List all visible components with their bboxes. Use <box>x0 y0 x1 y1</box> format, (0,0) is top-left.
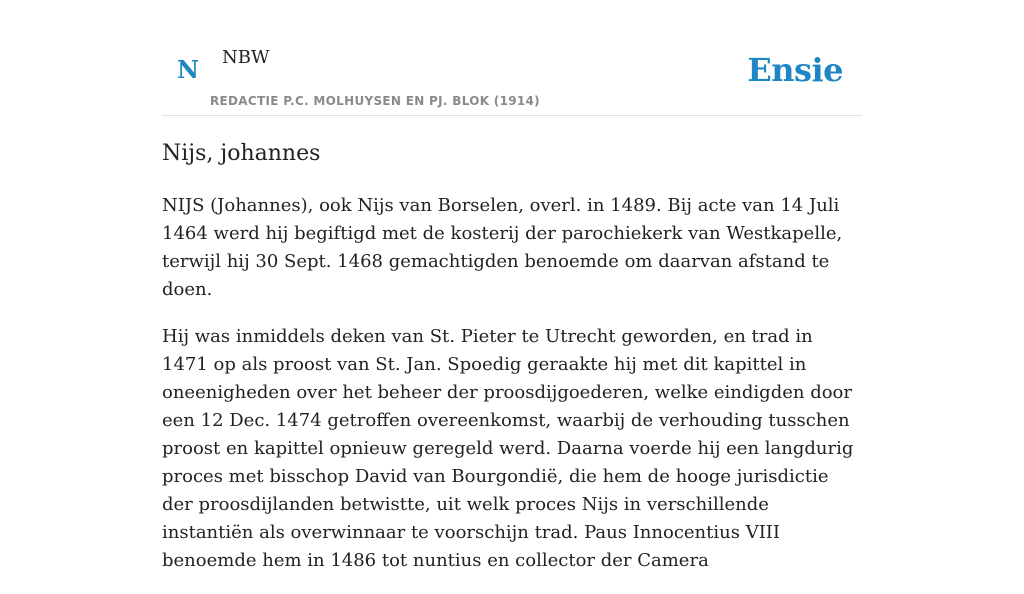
source-logo[interactable]: N <box>177 55 199 84</box>
brand-logo-link[interactable]: Ensie <box>747 51 843 89</box>
source-name[interactable]: NBW <box>222 47 270 68</box>
site-header <box>162 40 862 116</box>
article-title: Nijs, johannes <box>162 141 321 166</box>
article-paragraph: Hij was inmiddels deken van St. Pieter te Utrecht geworden, en trad in 1471 op als proost van St. Jan. Spoedig geraakte hij met dit kapittel in oneenigheden over het beheer der proosdijgoederen, welke eindigden door een 12 Dec. 1474 getroffen overeenkomst, waarbij de verhouding tusschen proost en kapittel opnieuw geregeld werd. Daarna voerde hij een langdurig proces met bisschop David van Bourgondië, die hem de hooge jurisdictie der proosdijlanden betwistte, uit welk proces Nijs in verschillende instantiën als overwinnaar te voorschijn trad. Paus Innocentius VIII benoemde hem in 1486 tot nuntius en collector der Camera <box>162 326 854 571</box>
source-subtitle: REDACTIE P.C. MOLHUYSEN EN PJ. BLOK (1914) <box>210 94 540 108</box>
article-body <box>162 192 862 594</box>
article-paragraph: NIJS (Johannes), ook Nijs van Borselen, overl. in 1489. Bij acte van 14 Juli 1464 werd hij begiftigd met de kosterij der parochiekerk van Westkapelle, terwijl hij 30 Sept. 1468 gemachtigden benoemde om daarvan afstand te doen. <box>162 195 843 300</box>
